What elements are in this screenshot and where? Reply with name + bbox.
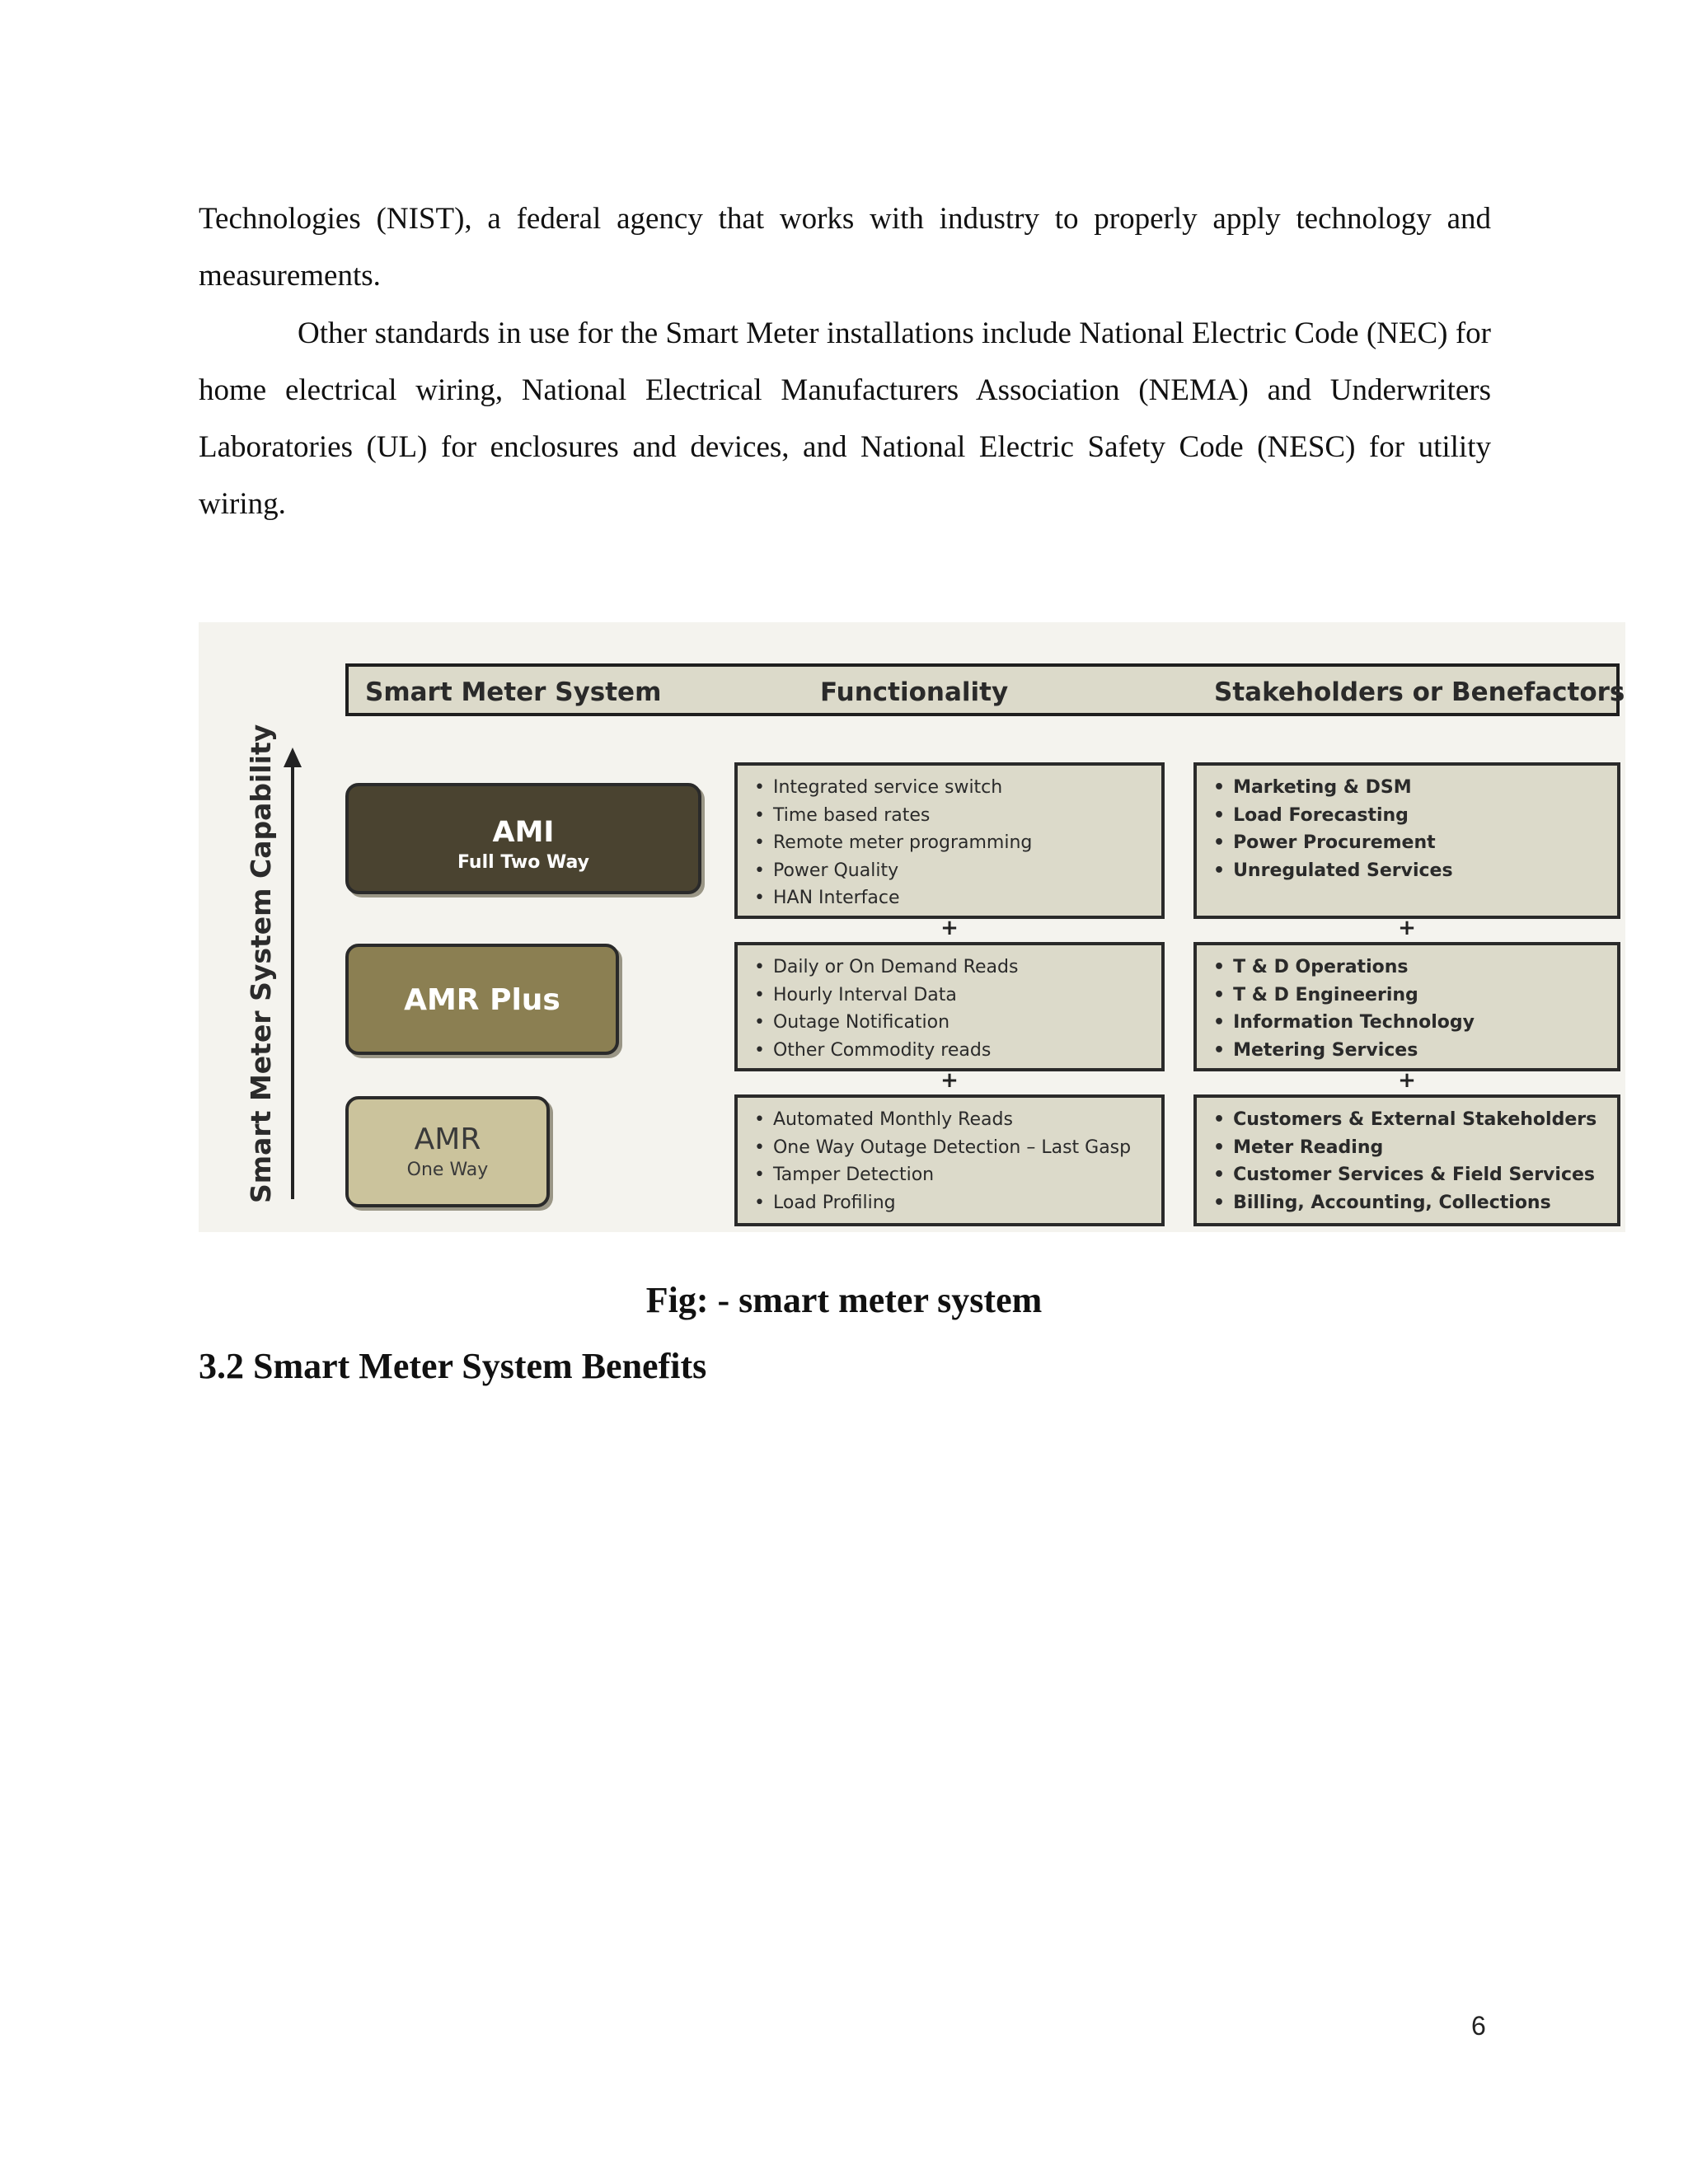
level-subtitle: Full Two Way	[457, 852, 589, 873]
stakeholders-ami	[1193, 762, 1620, 919]
list-item: • Customer Services & Field Services	[1213, 1161, 1617, 1189]
paragraph-text: Technologies (NIST), a federal agency that works with industry to properly apply technology and measurements.	[199, 202, 1491, 293]
level-ami	[345, 783, 701, 894]
plus-icon: +	[1398, 1068, 1416, 1093]
header-functionality: Functionality	[820, 677, 1009, 707]
level-subtitle: One Way	[406, 1160, 489, 1180]
figure-caption	[0, 1279, 1688, 1321]
arrow-up-icon	[284, 748, 302, 767]
list-item: • Tamper Detection	[754, 1161, 1161, 1189]
list-item: • Time based rates	[754, 802, 1161, 830]
stakeholders-amr-plus	[1193, 942, 1620, 1071]
list-item: • Load Profiling	[754, 1189, 1161, 1217]
level-title: AMR	[414, 1122, 481, 1156]
stakeholders-amr	[1193, 1094, 1620, 1226]
list-item: • Automated Monthly Reads	[754, 1106, 1161, 1134]
list-item: • Power Quality	[754, 857, 1161, 885]
functionality-amr-plus	[734, 942, 1165, 1071]
list-item: • Outage Notification	[754, 1009, 1161, 1037]
paragraph-text: Other standards in use for the Smart Meter installations include National Electric Code (NEC) for home electrical wiring, National Electrical Manufacturers Association (NEMA) and Underwriters Laboratories (UL) for enclosures and devices, and National Electric Safety Code (NESC) for utility wiring.	[199, 316, 1491, 521]
level-amr	[345, 1096, 550, 1207]
level-title: AMI	[492, 816, 555, 849]
list-item: • T & D Engineering	[1213, 982, 1617, 1010]
plus-icon: +	[1398, 916, 1416, 940]
list-item: • Other Commodity reads	[754, 1037, 1161, 1065]
header-stakeholders: Stakeholders or Benefactors	[1214, 677, 1625, 707]
paragraph-nist	[199, 190, 1491, 304]
list-item: • Power Procurement	[1213, 829, 1617, 857]
list-item: • Load Forecasting	[1213, 802, 1617, 830]
page-number: 6	[1471, 2011, 1486, 2041]
list-item: • T & D Operations	[1213, 954, 1617, 982]
list-item: • Metering Services	[1213, 1037, 1617, 1065]
list-item: • HAN Interface	[754, 884, 1161, 912]
list-item: • Billing, Accounting, Collections	[1213, 1189, 1617, 1217]
list-item: • Meter Reading	[1213, 1134, 1617, 1162]
list-item: • Marketing & DSM	[1213, 774, 1617, 802]
plus-icon: +	[940, 916, 959, 940]
figure-header	[345, 663, 1625, 716]
header-smart-meter-system: Smart Meter System	[365, 677, 662, 707]
list-item: • Daily or On Demand Reads	[754, 954, 1161, 982]
list-item: • One Way Outage Detection – Last Gasp	[754, 1134, 1161, 1162]
smart-meter-figure	[199, 622, 1625, 1232]
functionality-ami	[734, 762, 1165, 919]
list-item: • Information Technology	[1213, 1009, 1617, 1037]
list-item: • Hourly Interval Data	[754, 982, 1161, 1010]
figure-caption-text: Fig: - smart meter system	[645, 1280, 1043, 1320]
capability-axis-label: Smart Meter System Capability	[245, 724, 277, 1203]
section-heading: 3.2 Smart Meter System Benefits	[199, 1346, 707, 1386]
level-title: AMR Plus	[404, 983, 560, 1017]
list-item: • Customers & External Stakeholders	[1213, 1106, 1617, 1134]
list-item: • Integrated service switch	[754, 774, 1161, 802]
list-item: • Remote meter programming	[754, 829, 1161, 857]
plus-icon: +	[940, 1068, 959, 1093]
paragraph-standards	[199, 305, 1491, 532]
functionality-amr	[734, 1094, 1165, 1226]
level-amr-plus	[345, 944, 619, 1055]
list-item: • Unregulated Services	[1213, 857, 1617, 885]
capability-axis-line	[291, 766, 294, 1199]
